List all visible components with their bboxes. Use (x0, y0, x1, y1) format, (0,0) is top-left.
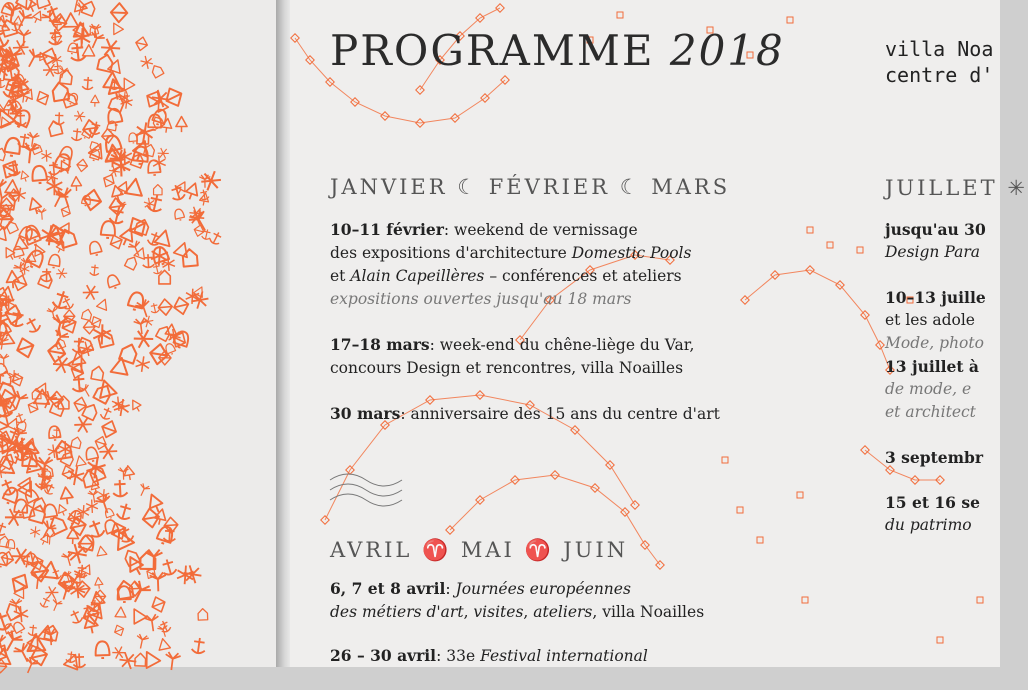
entry-date: 13 juillet à (885, 357, 979, 376)
entry-italic: du patrimo (885, 516, 972, 534)
header-right (885, 36, 993, 88)
entry-italic: des métiers d'art (330, 603, 464, 621)
entry-mar-anniversaire (330, 402, 720, 426)
entry-jul-festival (885, 286, 986, 424)
entry-apr-metiers-art (330, 577, 704, 624)
entry-italic: Alain Capeillères (350, 267, 485, 285)
entry-date: 6, 7 et 8 avril (330, 579, 446, 598)
entry-text: concours Design et rencontres, villa Noailles (330, 359, 684, 377)
entry-note: Mode, photo (885, 334, 984, 352)
section-entries-apr-jun (330, 577, 704, 690)
entry-text: et les adole (885, 311, 975, 329)
entry-text: : (445, 580, 456, 598)
entry-jul-design-parade (885, 218, 986, 264)
entry-text: : weekend de vernissage (443, 221, 638, 239)
title-word: PROGRAMME (330, 26, 655, 75)
entry-text: des expositions d'architecture (330, 244, 572, 262)
entry-date: jusqu'au 30 (885, 220, 986, 239)
title-year: 2018 (669, 26, 785, 75)
entry-italic: Domestic Pools (571, 244, 692, 262)
entry-italic: visites (473, 603, 524, 621)
entry-date: 17–18 mars (330, 335, 430, 354)
entry-text: : anniversaire des 15 ans du centre d'art (400, 405, 720, 423)
entry-date: 30 mars (330, 404, 401, 423)
orange-pictogram-pattern (0, 0, 276, 667)
entry-italic: Festival international (480, 647, 648, 665)
entry-text: : week-end du chêne-liège du Var, (429, 336, 695, 354)
entry-text: , (463, 603, 474, 621)
header-right-line2: centre d' (885, 63, 994, 87)
section-heading-jul: JUILLET ✳ (885, 176, 1028, 200)
entry-text: – conférences et ateliers (484, 267, 682, 285)
entry-note: et architect (885, 403, 976, 421)
page-title (330, 26, 785, 75)
entry-text: et (330, 267, 351, 285)
entry-sep-patrimoine (885, 491, 986, 537)
entry-apr-festival (330, 644, 704, 668)
section-heading-jan-mar: JANVIER ☾ FÉVRIER ☾ MARS (330, 175, 731, 199)
entry-date: 10–11 février (330, 220, 444, 239)
entry-italic: Journées européennes (455, 580, 631, 598)
left-page-pattern (0, 0, 276, 667)
entry-text: : 33e (436, 647, 481, 665)
entry-note: de mode, e (885, 380, 972, 398)
entry-note: expositions ouvertes jusqu'au 18 mars (330, 290, 632, 308)
section-heading-apr-jun: AVRIL ♈ MAI ♈ JUIN (330, 538, 629, 562)
entry-date: 15 et 16 se (885, 493, 980, 512)
header-right-line1: villa Noa (885, 37, 994, 61)
entry-mar-chene-liege (330, 333, 720, 380)
entry-text: , (523, 603, 534, 621)
entry-sep-3 (885, 446, 986, 469)
entry-italic: Design Para (885, 243, 980, 261)
entry-date: 10–13 juille (885, 288, 986, 307)
entry-italic: ateliers (533, 603, 593, 621)
section-entries-jan-mar (330, 218, 720, 448)
entry-text: , villa Noailles (592, 603, 705, 621)
book-gutter (276, 0, 290, 667)
entry-date: 3 septembr (885, 448, 984, 467)
entry-date: 26 – 30 avril (330, 646, 437, 665)
section-entries-jul (885, 218, 986, 559)
entry-feb-vernissage (330, 218, 720, 311)
programme-page (290, 0, 1028, 667)
